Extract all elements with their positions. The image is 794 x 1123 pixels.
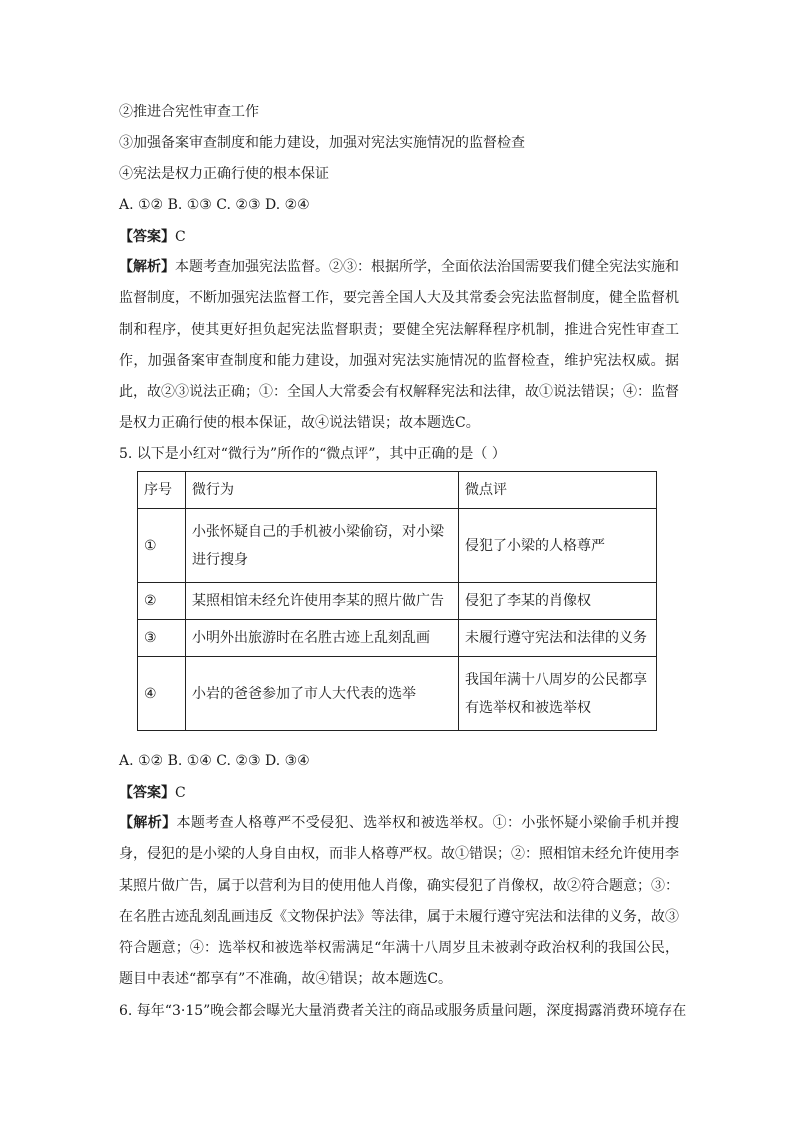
- table-cell: ②: [138, 583, 186, 620]
- table-cell: 小岩的爸爸参加了市人大代表的选举: [186, 657, 459, 731]
- table-cell: 我国年满十八周岁的公民都享有选举权和被选举权: [459, 657, 657, 731]
- q5-answer: [119, 783, 186, 803]
- table-row: [138, 509, 657, 583]
- analysis-label: 【解析】: [119, 815, 177, 831]
- q4-option-3: ③加强备案审查制度和能力建设，加强对宪法实施情况的监督检查: [119, 135, 525, 151]
- table-row: [138, 657, 657, 731]
- table-header-cell: 序号: [138, 472, 186, 509]
- table-header-row: [138, 472, 657, 509]
- table-header-cell: 微点评: [459, 472, 657, 509]
- table-cell: ①: [138, 509, 186, 583]
- table-cell: ③: [138, 620, 186, 657]
- table-header-cell: 微行为: [186, 472, 459, 509]
- table-cell: 侵犯了小梁的人格尊严: [459, 509, 657, 583]
- table-cell: ④: [138, 657, 186, 731]
- table-cell: 小张怀疑自己的手机被小梁偷窃，对小梁进行搜身: [186, 509, 459, 583]
- q5-stem: 5. 以下是小红对“微行为”所作的“微点评”，其中正确的是（ ）: [119, 446, 506, 462]
- table-cell: 未履行遵守宪法和法律的义务: [459, 620, 657, 657]
- table-cell: 侵犯了李某的肖像权: [459, 583, 657, 620]
- answer-value: C: [175, 785, 186, 801]
- q4-answer: [119, 227, 186, 247]
- table-cell: 某照相馆未经允许使用李某的照片做广告: [186, 583, 459, 620]
- q4-option-4: ④宪法是权力正确行使的根本保证: [119, 166, 329, 182]
- table-row: [138, 620, 657, 657]
- table-row: [138, 583, 657, 620]
- analysis-label: 【解析】: [119, 259, 175, 275]
- q5-analysis: [119, 808, 679, 996]
- table-cell: 小明外出旅游时在名胜古迹上乱刻乱画: [186, 620, 459, 657]
- q4-analysis: [119, 252, 679, 440]
- q4-option-2: ②推进合宪性审查工作: [119, 104, 259, 120]
- analysis-text: 本题考查人格尊严不受侵犯、选举权和被选举权。①：小张怀疑小梁偷手机并搜身，侵犯的是小梁的人身自由权，而非人格尊严权。故①错误；②：照相馆未经允许使用李某照片做广告，属于以营利为目的使用他人肖像，确实侵犯了肖像权，故②符合题意；③：在名胜古迹乱刻乱画违反《文物保护法》等法律，属于未履行遵守宪法和法律的义务，故③符合题意；④：选举权和被选举权需满足“年满十八周岁且未被剥夺政治权利的我国公民，题目中表述“都享有”不准确，故④错误；故本题选C。: [119, 815, 680, 988]
- answer-label: 【答案】: [119, 785, 175, 801]
- answer-value: C: [175, 229, 186, 245]
- analysis-text: 本题考查加强宪法监督。②③：根据所学，全面依法治国需要我们健全宪法实施和监督制度，不断加强宪法监督工作，要完善全国人大及其常委会宪法监督制度，健全监督机制和程序，使其更好担负起宪法监督职责；要健全宪法解释程序机制，推进合宪性审查工作，加强备案审查制度和能力建设，加强对宪法实施情况的监督检查，维护宪法权威。据此，故②③说法正确；①：全国人大常委会有权解释宪法和法律，故①说法错误；④：监督是权力正确行使的根本保证，故④说法错误；故本题选C。: [119, 259, 679, 432]
- q5-choices: A. ①② B. ①④ C. ②③ D. ③④: [119, 753, 310, 769]
- answer-label: 【答案】: [119, 229, 175, 245]
- q4-choices: A. ①② B. ①③ C. ②③ D. ②④: [119, 197, 310, 213]
- q6-stem: 6. 每年“3·15”晚会都会曝光大量消费者关注的商品或服务质量问题，深度揭露消费环境存在: [119, 1003, 687, 1019]
- q5-table: [137, 471, 657, 731]
